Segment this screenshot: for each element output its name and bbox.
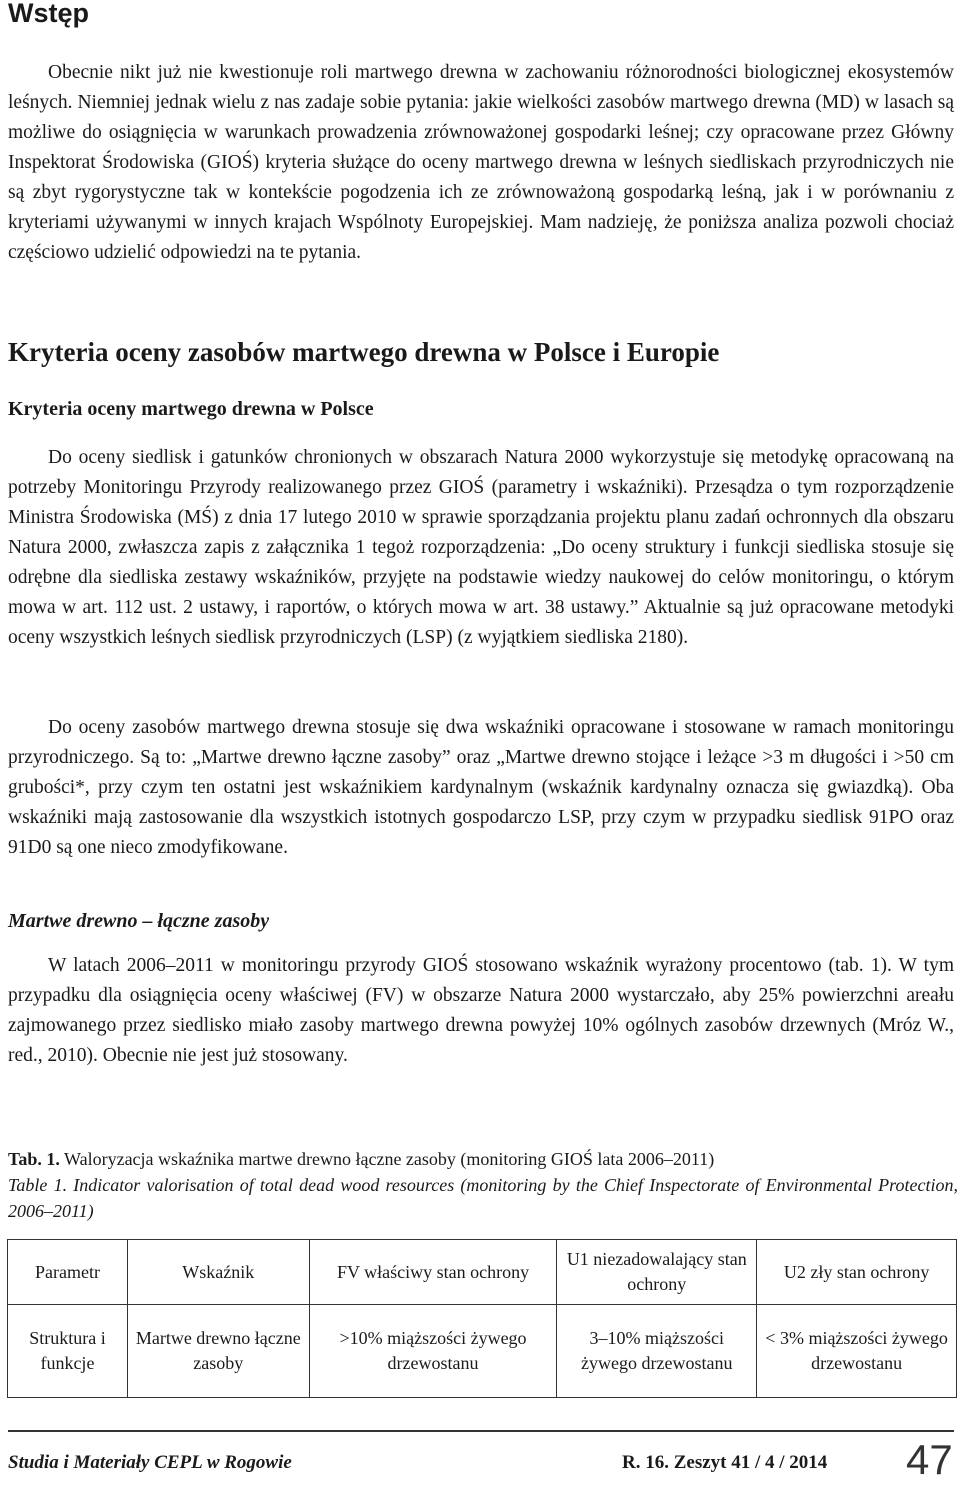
table-caption-pl: [8, 1146, 958, 1172]
paragraph-total-resources: W latach 2006–2011 w monitoringu przyrody GIOŚ stosowano wskaźnik wyrażony procentowo (tab. 1). W tym przypadku dla osiągnięcia oceny właściwej (FV) w obszarze Natura 2000 wystarczało, aby 25% powierzchni areału zajmowanego przez siedlisko miało zasoby martwego drewna powyżej 10% ogólnych zasobów drzewnych (Mróz W., red., 2010). Obecnie nie jest już stosowany.: [8, 955, 954, 1066]
table-cell: 3–10% miąższości żywego drzewostanu: [557, 1305, 757, 1398]
table-header-cell: U1 niezadowalający stan ochrony: [557, 1240, 757, 1305]
table-header-row: [8, 1240, 957, 1305]
table-header-cell: Wskaźnik: [127, 1240, 309, 1305]
page-number: 47: [906, 1436, 953, 1483]
heading-section: Kryteria oceny zasobów martwego drewna w Polsce i Europie: [8, 337, 720, 367]
paragraph-methodology: Do oceny siedlisk i gatunków chronionych w obszarach Natura 2000 wykorzystuje się metodykę opracowaną na potrzeby Monitoringu Przyrody realizowanego przez GIOŚ (parametry i wskaźniki). Przesądza o tym rozporządzenie Ministra Środowiska (MŚ) z dnia 17 lutego 2010 w sprawie sporządzania projektu planu zadań ochronnych dla obszaru Natura 2000, zwłaszcza zapis z załącznika 1 tegoż rozporządzenia: „Do oceny struktury i funkcji siedliska stosuje się odrębne dla siedliska zestawy wskaźników, przyjęte na podstawie wiedzy naukowej do celów monitoringu, o którym mowa w art. 112 ust. 2 ustawy, i raportów, o których mowa w art. 38 ustawy.” Aktualnie są już opracowane metodyki oceny wszystkich leśnych siedlisk przyrodniczych (LSP) (z wyjątkiem siedliska 2180).: [8, 447, 954, 648]
footer-issue: R. 16. Zeszyt 41 / 4 / 2014: [622, 1452, 828, 1473]
heading-subsection: Kryteria oceny martwego drewna w Polsce: [8, 398, 374, 420]
table-cell: < 3% miąższości żywego drzewostanu: [757, 1305, 957, 1398]
table-header-cell: Parametr: [8, 1240, 128, 1305]
table-header-cell: U2 zły stan ochrony: [757, 1240, 957, 1305]
paragraph-intro: Obecnie nikt już nie kwestionuje roli martwego drewna w zachowaniu różnorodności biologicznej ekosystemów leśnych. Niemniej jednak wielu z nas zadaje sobie pytania: jakie wielkości zasobów martwego drewna (MD) w lasach są możliwe do osiągnięcia w warunkach prowadzenia zrównoważonej gospodarki leśnej; czy opracowane przez Główny Inspektorat Środowiska (GIOŚ) kryteria służące do oceny martwego drewna w leśnych siedliskach przyrodniczych nie są zbyt rygorystyczne tak w kontekście pogodzenia ich ze zrównoważoną gospodarką leśną, jak i w porównaniu z kryteriami używanymi w innych krajach Wspólnoty Europejskiej. Mam nadzieję, że poniższa analiza pozwoli chociaż częściowo udzielić odpowiedzi na te pytania.: [8, 62, 954, 263]
table-caption-en: Table 1. Indicator valorisation of total dead wood resources (monitoring by the Chief Inspectorate of Environmental Protection, 2006–2011): [8, 1175, 958, 1221]
heading-subsection-total: Martwe drewno – łączne zasoby: [8, 910, 270, 932]
table-row: [8, 1305, 957, 1398]
table-cell: Martwe drewno łączne zasoby: [127, 1305, 309, 1398]
table-cell: >10% miąższości żywego drzewostanu: [309, 1305, 557, 1398]
paragraph-indicators: Do oceny zasobów martwego drewna stosuje się dwa wskaźniki opracowane i stosowane w ramach monitoringu przyrodniczego. Są to: „Martwe drewno łączne zasoby” oraz „Martwe drewno stojące i leżące >3 m długości i >50 cm grubości*, przy czym ten ostatni jest wskaźnikiem kardynalnym (wskaźnik kardynalny oznacza się gwiazdką). Oba wskaźniki mają zastosowanie dla wszystkich istotnych gospodarczo LSP, przy czym w przypadku siedlisk 91PO oraz 91D0 są one nieco zmodyfikowane.: [8, 717, 954, 858]
footer-journal: Studia i Materiały CEPL w Rogowie: [8, 1452, 292, 1473]
table-caption-label: Tab. 1.: [8, 1149, 60, 1169]
table-cell: Struktura i funkcje: [8, 1305, 128, 1398]
footer-divider: [8, 1430, 954, 1432]
valorisation-table: [7, 1239, 957, 1398]
heading-intro: Wstęp: [8, 0, 89, 28]
table-caption-text: Waloryzacja wskaźnika martwe drewno łączne zasoby (monitoring GIOŚ lata 2006–2011): [59, 1149, 715, 1169]
table-header-cell: FV właściwy stan ochrony: [309, 1240, 557, 1305]
